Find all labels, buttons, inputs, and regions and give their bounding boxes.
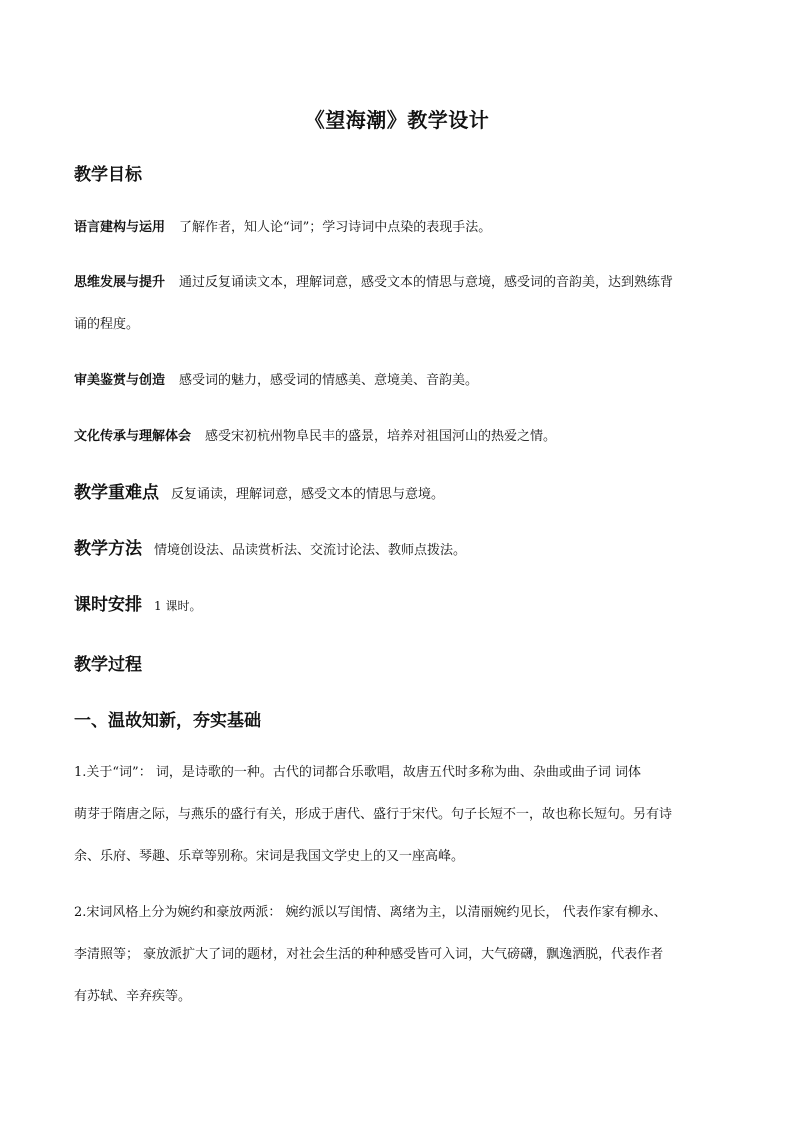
- section-process-heading: 教学过程: [74, 655, 142, 675]
- objective-thinking-line1: [74, 273, 673, 293]
- objective-aesthetic-label: 审美鉴赏与创造: [74, 373, 166, 388]
- key-points-label: 教学重难点: [74, 483, 159, 503]
- document-title: 《望海潮》教学设计: [304, 108, 490, 132]
- objective-thinking-label: 思维发展与提升: [74, 275, 166, 290]
- key-points: [74, 483, 444, 505]
- objective-thinking-line2: 诵的程度。: [74, 317, 140, 332]
- class-schedule-text: 1 课时。: [154, 599, 202, 613]
- teaching-methods: [74, 539, 466, 561]
- part1-heading: 一、温故知新，夯实基础: [74, 711, 261, 731]
- objective-thinking-text-line1: 通过反复诵读文本，理解词意，感受文本的情思与意境，感受词的音韵美，达到熟练背: [179, 275, 674, 290]
- objective-aesthetic: [74, 371, 478, 391]
- teaching-methods-text: 情境创设法、品读赏析法、交流讨论法、教师点拨法。: [154, 543, 467, 558]
- item1-line1: 1.关于“词”： 词，是诗歌的一种。古代的词都合乐歌唱，故唐五代时多称为曲、杂曲或曲子词 词体: [74, 765, 641, 780]
- item1-line2: 萌芽于隋唐之际，与燕乐的盛行有关，形成于唐代、盛行于宋代。句子长短不一，故也称长短句。另有诗: [74, 807, 673, 822]
- objective-language-text: 了解作者，知人论“词”；学习诗词中点染的表现手法。: [179, 220, 492, 235]
- item2-line2: 李清照等； 豪放派扩大了词的题材，对社会生活的种种感受皆可入词，大气磅礴，飘逸洒脱，代表作者: [74, 947, 664, 962]
- class-schedule-label: 课时安排: [74, 595, 142, 615]
- item2-line3: 有苏轼、辛弃疾等。: [74, 989, 192, 1004]
- objective-language-label: 语言建构与运用: [74, 220, 166, 235]
- objective-aesthetic-text: 感受词的魅力，感受词的情感美、意境美、音韵美。: [179, 373, 479, 388]
- item1-line3: 余、乐府、琴趣、乐章等别称。宋词是我国文学史上的又一座高峰。: [74, 849, 465, 864]
- objective-culture-text: 感受宋初杭州物阜民丰的盛景，培养对祖国河山的热爱之情。: [205, 429, 557, 444]
- objective-culture-label: 文化传承与理解体会: [74, 429, 192, 444]
- key-points-text: 反复诵读，理解词意，感受文本的情思与意境。: [171, 487, 445, 502]
- class-schedule: [74, 595, 201, 617]
- section-objectives-heading: 教学目标: [74, 165, 142, 185]
- objective-language: [74, 218, 491, 238]
- teaching-methods-label: 教学方法: [74, 539, 142, 559]
- objective-culture: [74, 427, 556, 447]
- item2-line1: 2.宋词风格上分为婉约和豪放两派： 婉约派以写闺情、离绪为主，以清丽婉约见长， 代表作家有柳永、: [74, 905, 667, 920]
